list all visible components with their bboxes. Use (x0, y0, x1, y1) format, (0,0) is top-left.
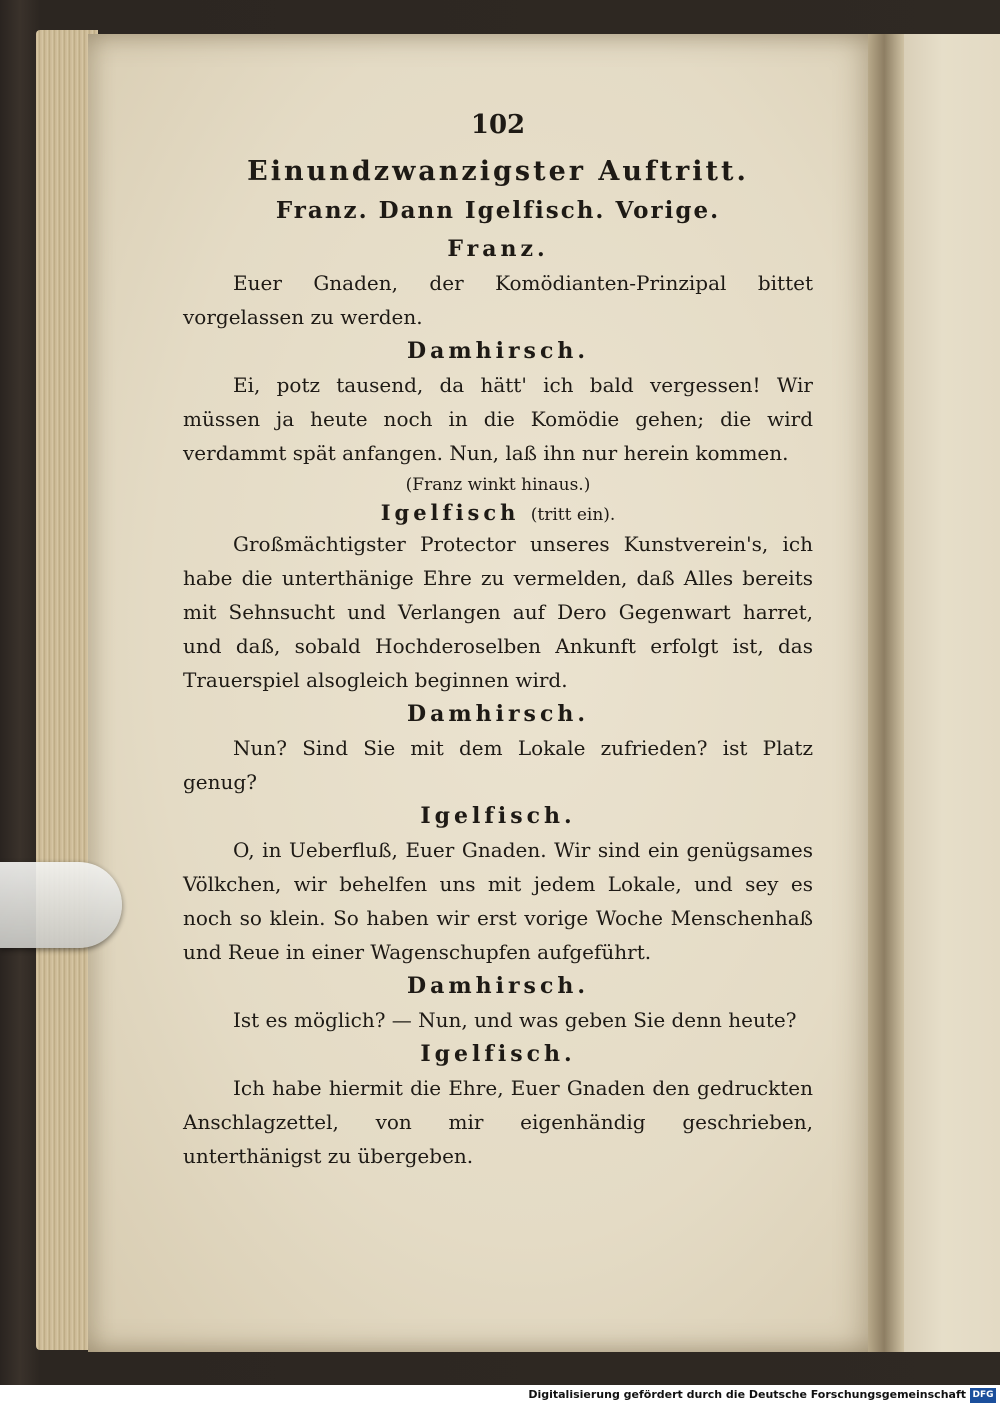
book-gutter (868, 34, 904, 1352)
dfg-logo-icon: DFG (970, 1388, 996, 1403)
speech-text: Großmächtigster Protector unseres Kunstverein's, ich habe die unterthänige Ehre zu vermelden, daß Alles bereits mit Sehnsucht und Verlangen auf Dero Gegenwart harret, und daß, sobald Hochderoselben Ankunft erfolgt ist, das Trauerspiel alsogleich beginnen wird. (183, 532, 813, 692)
page-text (183, 110, 813, 1173)
speech-text: O, in Ueberfluß, Euer Gnaden. Wir sind ein genügsames Völkchen, wir behelfen uns mit jedem Lokale, und sey es noch so klein. So haben wir erst vorige Woche Menschenhaß und Reue in einer Wagenschupfen aufgeführt. (183, 838, 813, 964)
speech-text: Nun? Sind Sie mit dem Lokale zufrieden? ist Platz genug? (183, 736, 813, 794)
speech-text: Ich habe hiermit die Ehre, Euer Gnaden den gedruckten Anschlagzettel, von mir eigenhändig geschrieben, unterthänigst zu übergeben. (183, 1076, 813, 1168)
page-clip (0, 862, 122, 948)
page-number: 102 (470, 110, 526, 140)
speaker-name: Franz. (447, 236, 549, 262)
speaker-name: Igelfisch. (420, 1041, 576, 1067)
speaker-line (183, 500, 813, 525)
speaker-name: Igelfisch. (420, 803, 576, 829)
stage-direction: (Franz winkt hinaus.) (405, 475, 591, 495)
scene-heading: Einundzwanzigster Auftritt. (247, 156, 749, 187)
scene-cast: Franz. Dann Igelfisch. Vorige. (275, 197, 721, 224)
speech-text: Ei, potz tausend, da hätt' ich bald vergessen! Wir müssen ja heute noch in die Komödie gehen; die wird verdammt spät anfangen. Nun, laß ihn nur herein kommen. (183, 373, 813, 465)
speaker-name: Damhirsch. (407, 338, 589, 364)
speaker-name: Damhirsch. (407, 701, 589, 727)
speaker-name: Damhirsch. (407, 973, 589, 999)
footer-bar (0, 1385, 1000, 1407)
footer-credit: Digitalisierung gefördert durch die Deutsche Forschungsgemeinschaft (528, 1388, 966, 1401)
book-page-right (904, 34, 1000, 1352)
speech-text: Ist es möglich? — Nun, und was geben Sie denn heute? (233, 1008, 797, 1032)
speech-text: Euer Gnaden, der Komödianten-Prinzipal bittet vorgelassen zu werden. (183, 271, 813, 329)
speaker-name: Igelfisch (380, 500, 520, 525)
speaker-note: (tritt ein). (530, 505, 616, 525)
